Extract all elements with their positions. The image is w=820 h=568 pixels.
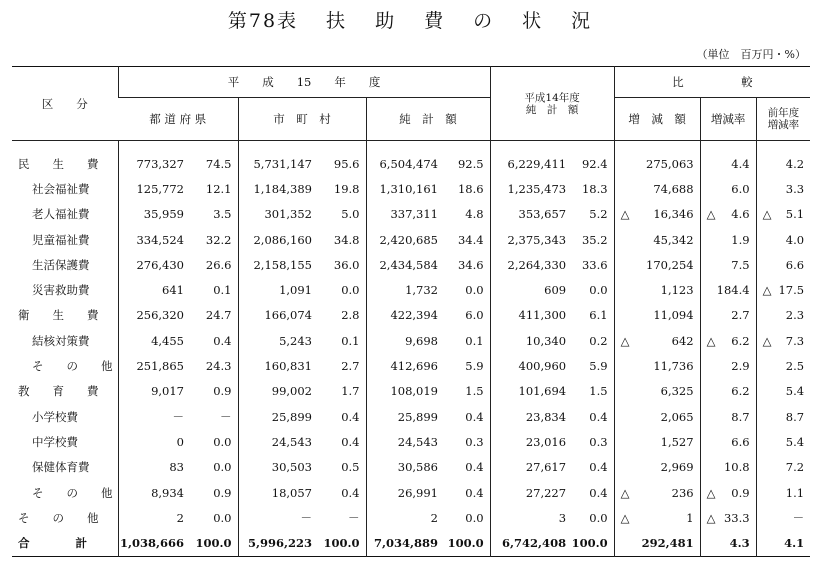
table-cell: 92.4 <box>581 156 608 171</box>
table-cell: 0.0 <box>213 434 232 449</box>
table-cell: 0.4 <box>341 409 360 424</box>
table-cell: △ 17.5 <box>756 277 810 302</box>
header-zougengaku: 増 減 額 <box>614 98 700 141</box>
table-cell: 353,657 <box>490 202 570 227</box>
header-zougenritsu: 増減率 <box>700 98 756 141</box>
table-cell: 95.6 <box>333 156 360 171</box>
table-cell: 0.4 <box>589 460 608 475</box>
row-label: 衛 生 費 <box>18 308 99 323</box>
table-cell: 35.2 <box>581 232 608 247</box>
table-row <box>12 277 810 302</box>
table-cell: 12.1 <box>205 181 232 196</box>
table-cell: 0.4 <box>589 485 608 500</box>
table-cell: 11,094 <box>614 303 700 328</box>
table-cell: 6.6 <box>756 252 810 277</box>
table-cell: 411,300 <box>490 303 570 328</box>
table-cell: △ 7.3 <box>756 328 810 353</box>
table-cell: 18,057 <box>238 480 316 505</box>
table-row <box>12 429 810 454</box>
table-cell: 23,834 <box>490 404 570 429</box>
row-label: 社会福祉費 <box>32 181 90 196</box>
table-cell: － <box>348 510 360 525</box>
table-cell: 5.9 <box>589 359 608 374</box>
table-cell: 170,254 <box>614 252 700 277</box>
table-cell: 5.0 <box>341 207 360 222</box>
row-label: 小学校費 <box>32 409 78 424</box>
table-cell: 0.4 <box>465 485 484 500</box>
table-cell: 2.3 <box>756 303 810 328</box>
table-cell: 6,229,411 <box>490 141 570 177</box>
table-cell: 1,310,161 <box>366 176 442 201</box>
table-cell: 10,340 <box>490 328 570 353</box>
table-cell: 160,831 <box>238 353 316 378</box>
table-cell: △ 0.9 <box>700 480 756 505</box>
table-cell: 4.4 <box>700 141 756 177</box>
table-cell: 0.9 <box>213 485 232 500</box>
row-label: 児童福祉費 <box>32 232 90 247</box>
table-cell: 1.7 <box>341 384 360 399</box>
table-cell: 5,731,147 <box>238 141 316 177</box>
table-cell: 0.4 <box>341 434 360 449</box>
table-cell: 0.0 <box>213 510 232 525</box>
table-cell: 33.6 <box>581 257 608 272</box>
table-cell: 5,243 <box>238 328 316 353</box>
table-cell: 0.4 <box>589 409 608 424</box>
row-label: そ の 他 <box>32 359 113 374</box>
table-cell: － <box>238 505 316 530</box>
table-cell: 24.3 <box>205 359 232 374</box>
table-cell: 2 <box>366 505 442 530</box>
table-cell: 32.2 <box>205 232 232 247</box>
table-cell: 83 <box>118 455 188 480</box>
table-cell: △ 1 <box>614 505 700 530</box>
table-row <box>12 303 810 328</box>
table-cell: 100.0 <box>447 536 484 551</box>
table-cell: 10.8 <box>700 455 756 480</box>
table-cell: 334,524 <box>118 227 188 252</box>
table-row <box>12 505 810 530</box>
row-label: そ の 他 <box>18 510 99 525</box>
table-cell: 1,038,666 <box>118 530 188 556</box>
header-junkei: 純 計 額 <box>366 98 490 141</box>
table-cell: 36.0 <box>333 257 360 272</box>
table-cell: 0.4 <box>465 409 484 424</box>
table-cell: △ 16,346 <box>614 202 700 227</box>
table-cell: 412,696 <box>366 353 442 378</box>
table-cell: 26.6 <box>205 257 232 272</box>
table-cell: 30,503 <box>238 455 316 480</box>
table-cell: 184.4 <box>700 277 756 302</box>
table-cell: 19.8 <box>333 181 360 196</box>
table-cell: 6,325 <box>614 379 700 404</box>
table-cell: 0 <box>118 429 188 454</box>
row-label: 教 育 費 <box>18 384 99 399</box>
header-shichoson: 市 町 村 <box>238 98 366 141</box>
table-cell: 6.6 <box>700 429 756 454</box>
table-cell: 6,504,474 <box>366 141 442 177</box>
table-cell: 23,016 <box>490 429 570 454</box>
page-title: 第78表 扶 助 費 の 状 況 <box>227 10 593 32</box>
table-row <box>12 141 810 177</box>
table-cell: 2.9 <box>700 353 756 378</box>
table-cell: 6.1 <box>589 308 608 323</box>
table-cell: 6,742,408 <box>490 530 570 556</box>
table-body <box>12 141 810 557</box>
table-cell: 99,002 <box>238 379 316 404</box>
table-row <box>12 379 810 404</box>
table-cell: 4.8 <box>465 207 484 222</box>
table-row <box>12 176 810 201</box>
table-cell: 92.5 <box>457 156 484 171</box>
table-cell: 35,959 <box>118 202 188 227</box>
table-cell: 34.8 <box>333 232 360 247</box>
table-cell: 2,264,330 <box>490 252 570 277</box>
table-cell: 2,375,343 <box>490 227 570 252</box>
table-cell: 25,899 <box>366 404 442 429</box>
table-cell: 4,455 <box>118 328 188 353</box>
table-cell: 34.4 <box>457 232 484 247</box>
header-heisei14: 平成14年度 純 計 額 <box>490 67 614 141</box>
table-cell: △ 6.2 <box>700 328 756 353</box>
table-cell: 27,617 <box>490 455 570 480</box>
table-row <box>12 227 810 252</box>
table-cell: 0.0 <box>465 283 484 298</box>
unit-label: （単位 百万円・%） <box>696 48 806 61</box>
table-cell: △ 33.3 <box>700 505 756 530</box>
table-cell: 1.9 <box>700 227 756 252</box>
table-cell: 8.7 <box>700 404 756 429</box>
row-label: 合 計 <box>18 536 87 551</box>
table-cell: 166,074 <box>238 303 316 328</box>
table-row <box>12 202 810 227</box>
table-cell: 0.4 <box>465 460 484 475</box>
table-cell: 1,527 <box>614 429 700 454</box>
table-cell: 0.0 <box>341 283 360 298</box>
row-label: そ の 他 <box>32 485 113 500</box>
table-cell: 1.5 <box>465 384 484 399</box>
table-cell: 4.3 <box>700 530 756 556</box>
table-row <box>12 480 810 505</box>
table-cell: 125,772 <box>118 176 188 201</box>
header-hikaku: 比 較 <box>614 67 810 98</box>
table-cell: 25,899 <box>238 404 316 429</box>
table-cell: 1,732 <box>366 277 442 302</box>
table-cell: 108,019 <box>366 379 442 404</box>
table-cell: 3 <box>490 505 570 530</box>
table-row <box>12 328 810 353</box>
table-cell: 400,960 <box>490 353 570 378</box>
header-zennendo: 前年度 増減率 <box>756 98 810 141</box>
table-cell: 609 <box>490 277 570 302</box>
table-cell: 100.0 <box>195 536 232 551</box>
table-cell: － <box>220 409 232 424</box>
table-cell: 2,065 <box>614 404 700 429</box>
table-cell: 74.5 <box>205 156 232 171</box>
header-todofuken: 都 道 府 県 <box>118 98 238 141</box>
table-cell: 0.0 <box>589 283 608 298</box>
table-cell: 0.0 <box>589 510 608 525</box>
table-cell: 45,342 <box>614 227 700 252</box>
row-label: 老人福祉費 <box>32 207 90 222</box>
table-cell: 1,184,389 <box>238 176 316 201</box>
table-cell: 2,158,155 <box>238 252 316 277</box>
table-cell: － <box>118 404 188 429</box>
table-cell: 6.0 <box>700 176 756 201</box>
table-cell: 3.5 <box>213 207 232 222</box>
table-cell: 641 <box>118 277 188 302</box>
table-cell: 0.1 <box>213 283 232 298</box>
table-cell: 34.6 <box>457 257 484 272</box>
row-label: 中学校費 <box>32 434 78 449</box>
table-cell: 101,694 <box>490 379 570 404</box>
table-cell: 0.9 <box>213 384 232 399</box>
table-cell: 5.2 <box>589 207 608 222</box>
table-cell: 0.2 <box>589 333 608 348</box>
table-cell: 9,698 <box>366 328 442 353</box>
table-row <box>12 252 810 277</box>
table-cell: 301,352 <box>238 202 316 227</box>
table-cell: － <box>756 505 810 530</box>
table-cell: △ 4.6 <box>700 202 756 227</box>
table-cell: 2,434,584 <box>366 252 442 277</box>
table-cell: 7.5 <box>700 252 756 277</box>
table-cell: 26,991 <box>366 480 442 505</box>
table-cell: 24,543 <box>366 429 442 454</box>
table-row <box>12 455 810 480</box>
table-cell: 2.7 <box>700 303 756 328</box>
table-cell: 18.3 <box>581 181 608 196</box>
table-cell: 8.7 <box>756 404 810 429</box>
table-cell: 6.0 <box>465 308 484 323</box>
table-cell: 4.0 <box>756 227 810 252</box>
table-cell: 7,034,889 <box>366 530 442 556</box>
table-cell: 30,586 <box>366 455 442 480</box>
table-cell: 100.0 <box>571 536 608 551</box>
table-row <box>12 353 810 378</box>
table-cell: 1,235,473 <box>490 176 570 201</box>
table-row <box>12 404 810 429</box>
table-cell: 4.2 <box>756 141 810 177</box>
table-cell: 0.3 <box>465 434 484 449</box>
table-cell: 5.9 <box>465 359 484 374</box>
table-cell: 0.1 <box>465 333 484 348</box>
table-cell: 2.7 <box>341 359 360 374</box>
row-label: 災害救助費 <box>32 283 90 298</box>
table-cell: 292,481 <box>614 530 700 556</box>
header-heisei15: 平 成 15 年 度 <box>118 67 490 98</box>
table-cell: 0.0 <box>465 510 484 525</box>
table-cell: 1,091 <box>238 277 316 302</box>
table-cell: 0.5 <box>341 460 360 475</box>
table-cell: 74,688 <box>614 176 700 201</box>
table-cell: 2,969 <box>614 455 700 480</box>
table-cell: 7.2 <box>756 455 810 480</box>
table-cell: 1,123 <box>614 277 700 302</box>
table-cell: 275,063 <box>614 141 700 177</box>
table-cell: 24.7 <box>205 308 232 323</box>
table-cell: 0.0 <box>213 460 232 475</box>
table-cell: 0.4 <box>213 333 232 348</box>
table-cell: 6.2 <box>700 379 756 404</box>
row-label: 結核対策費 <box>32 333 90 348</box>
table-cell: 1.5 <box>589 384 608 399</box>
table-cell: 2.8 <box>341 308 360 323</box>
table-cell: 2.5 <box>756 353 810 378</box>
row-label: 民 生 費 <box>18 156 99 171</box>
table-cell: 4.1 <box>756 530 810 556</box>
table-cell: △ 642 <box>614 328 700 353</box>
header-kubun: 区 分 <box>12 67 118 141</box>
table-cell: 773,327 <box>118 141 188 177</box>
table-cell: 337,311 <box>366 202 442 227</box>
table-cell: 422,394 <box>366 303 442 328</box>
table-cell: 24,543 <box>238 429 316 454</box>
table-cell: 27,227 <box>490 480 570 505</box>
table-cell: 5.4 <box>756 429 810 454</box>
row-label: 生活保護費 <box>32 257 90 272</box>
table-cell: 0.1 <box>341 333 360 348</box>
table-cell: 5.4 <box>756 379 810 404</box>
table-cell: 18.6 <box>457 181 484 196</box>
table-cell: 11,736 <box>614 353 700 378</box>
row-label: 保健体育費 <box>32 460 90 475</box>
table-cell: 5,996,223 <box>238 530 316 556</box>
title-table-number: 第78表 <box>227 10 299 32</box>
table-cell: △ 5.1 <box>756 202 810 227</box>
table-cell: 2 <box>118 505 188 530</box>
expenditure-table <box>12 66 810 557</box>
table-cell: 0.3 <box>589 434 608 449</box>
table-cell: 100.0 <box>323 536 360 551</box>
table-cell: 251,865 <box>118 353 188 378</box>
table-cell: 2,086,160 <box>238 227 316 252</box>
table-cell: 8,934 <box>118 480 188 505</box>
table-cell: 1.1 <box>756 480 810 505</box>
table-cell: 276,430 <box>118 252 188 277</box>
table-cell: 3.3 <box>756 176 810 201</box>
table-cell: 9,017 <box>118 379 188 404</box>
table-cell: △ 236 <box>614 480 700 505</box>
table-cell: 2,420,685 <box>366 227 442 252</box>
table-row <box>12 530 810 556</box>
table-cell: 0.4 <box>341 485 360 500</box>
table-cell: 256,320 <box>118 303 188 328</box>
